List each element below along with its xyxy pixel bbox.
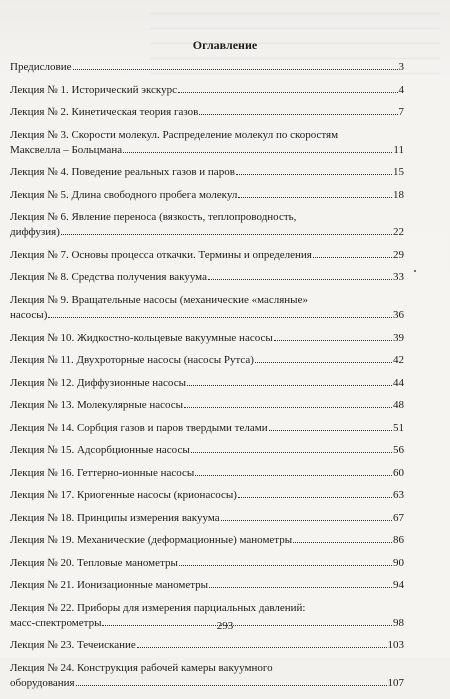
toc-entry [10,83,404,98]
toc-entry-leader-line [10,143,404,158]
dot-leader [274,340,392,341]
toc-entry-text: Лекция № 21. Ионизационные манометры [10,579,209,592]
toc-entry-leader-line [10,60,404,75]
dot-leader [178,92,398,93]
dot-leader [73,69,398,70]
toc-entry-leader-line [10,488,404,503]
toc-entry-text: Лекция № 4. Поведение реальных газов и паров [10,166,235,179]
dot-leader [269,430,392,431]
toc-entry [10,488,404,503]
toc-entry-page: 36 [393,309,404,322]
toc-entry [10,331,404,346]
dot-leader [187,385,392,386]
toc-entry [10,376,404,391]
dot-leader [236,174,392,175]
toc-entry [10,556,404,571]
toc-entry [10,270,404,285]
toc-entry-text: Лекция № 20. Тепловые манометры [10,556,178,569]
toc-entry-text: Лекция № 7. Основы процесса откачки. Термины и определения [10,248,312,261]
toc-entry-page: 48 [393,399,404,412]
dot-leader [221,520,392,521]
toc-entry-text: Лекция № 22. Приборы для измерения парциальных давлений: [10,601,306,614]
toc-entry-leader-line [10,83,404,98]
toc-entry [10,210,404,240]
toc-entry-leader-line [10,308,404,323]
toc-entry-leader-line [10,638,404,653]
toc-entry-text: Лекция № 12. Диффузионные насосы [10,376,186,389]
toc-entry-leader-line [10,676,404,691]
toc-entry-leader-line [10,533,404,548]
dot-leader [123,152,392,153]
toc-entry-text: Лекция № 1. Исторический экскурс [10,83,177,96]
dot-leader [208,279,392,280]
toc-entry-leader-line [10,331,404,346]
dot-leader [209,587,392,588]
toc-entry-text: Лекция № 10. Жидкостно-кольцевые вакуумные насосы [10,331,273,344]
toc-entry-text: диффузия) [10,226,60,239]
dot-leader [191,452,392,453]
toc-entry [10,248,404,263]
toc-entry [10,638,404,653]
dot-leader [238,197,392,198]
toc-entry-text: Лекция № 9. Вращательные насосы (механические «масляные» [10,293,308,306]
toc-entry-page: 29 [393,248,404,261]
toc-entry [10,353,404,368]
toc-entry-page: 63 [393,489,404,502]
toc-entry-text: масс-спектрометры [10,616,102,629]
toc-entry [10,511,404,526]
toc-entry-page: 98 [393,616,404,629]
toc-entry-page: 3 [398,61,404,73]
toc-entry-leader-line [10,578,404,593]
toc-entry-text: Лекция № 13. Молекулярные насосы [10,399,184,412]
dot-leader [179,565,392,566]
toc-entry-page: 39 [393,331,404,344]
dot-leader [61,234,392,235]
toc-entry-text: Лекция № 16. Геттерно-ионные насосы [10,466,195,479]
toc-title: Оглавление [192,38,258,52]
toc-entry-text: Лекция № 18. Принципы измерения вакуума [10,511,220,524]
toc-entry [10,398,404,413]
toc-entry-page: 60 [393,466,404,479]
toc-entry-page: 18 [393,188,404,201]
toc-entry [10,128,404,158]
toc-entry-text: Лекция № 14. Сорбция газов и паров твердыми телами [10,421,268,434]
toc-entry-leader-line [10,556,404,571]
toc-entry [10,421,404,436]
toc-entry-page: 33 [393,271,404,284]
toc-entry-leader-line [10,398,404,413]
toc-entry-leader-line [10,421,404,436]
toc-entry-text: Лекция № 11. Двухроторные насосы (насосы Рутса) [10,354,254,367]
toc-entry-text: Лекция № 19. Механические (деформационные) манометры [10,534,293,547]
dot-leader [293,542,392,543]
page-number: 293 [216,620,234,632]
toc-entry-page: 94 [393,579,404,592]
dot-leader [313,257,392,258]
toc-entry [10,578,404,593]
toc-entry-page: 86 [393,534,404,547]
toc-entry [10,443,404,458]
toc-entry [10,533,404,548]
table-of-contents [10,60,404,699]
toc-entry [10,293,404,323]
toc-entry-text: насосы) [10,309,48,322]
toc-entry-text: Лекция № 8. Средства получения вакуума [10,271,207,284]
dot-leader [195,475,392,476]
toc-entry-text: Лекция № 2. Кинетическая теория газов [10,106,199,118]
toc-entry-page: 44 [393,376,404,389]
toc-entry-text: Максвелла – Больцмана [10,143,123,156]
dot-leader [255,362,392,363]
toc-entry [10,466,404,481]
dot-leader [184,407,392,408]
toc-entry-leader-line [10,225,404,240]
toc-entry-text: Лекция № 5. Длина свободного пробега молекул [10,188,238,201]
toc-entry-leader-line [10,353,404,368]
toc-entry-text: оборудования [10,677,75,690]
toc-entry [10,188,404,203]
toc-entry-page: 11 [393,143,404,156]
toc-entry-text: Лекция № 3. Скорости молекул. Распределение молекул по скоростям [10,128,339,141]
dot-leader [238,497,392,498]
print-speck [414,270,416,272]
dot-leader [199,114,397,115]
toc-entry-text: Лекция № 15. Адсорбционные насосы [10,444,190,457]
toc-entry-text: Лекция № 6. Явление переноса (вязкость, теплопроводность, [10,211,297,224]
toc-entry-text: Лекция № 24. Конструкция рабочей камеры вакуумного [10,661,273,674]
toc-entry-page: 56 [393,444,404,457]
toc-entry-leader-line [10,443,404,458]
toc-entry [10,105,404,120]
toc-entry-text: Предисловие [10,61,72,73]
toc-entry-leader-line [10,248,404,263]
dot-leader [48,317,392,318]
toc-entry-page: 4 [398,83,404,96]
toc-entry-page: 67 [393,511,404,524]
toc-entry [10,661,404,691]
toc-entry-page: 107 [387,677,404,690]
toc-entry-page: 7 [398,106,404,118]
dot-leader [76,685,387,686]
toc-entry-page: 90 [393,556,404,569]
toc-entry-page: 15 [393,166,404,179]
toc-entry-leader-line [10,511,404,526]
toc-entry-page: 42 [393,354,404,367]
toc-entry-text: Лекция № 23. Течеискание [10,639,136,652]
toc-entry-leader-line [10,105,404,120]
toc-entry [10,60,404,75]
toc-entry-leader-line [10,188,404,203]
toc-entry-leader-line [10,466,404,481]
toc-entry [10,165,404,180]
toc-entry-leader-line [10,165,404,180]
toc-entry-leader-line [10,376,404,391]
toc-entry-page: 103 [387,639,404,652]
toc-entry-leader-line [10,270,404,285]
toc-entry-text: Лекция № 17. Криогенные насосы (крионасосы) [10,489,237,502]
dot-leader [137,647,387,648]
toc-entry-page: 22 [393,226,404,239]
toc-entry-page: 51 [393,421,404,434]
